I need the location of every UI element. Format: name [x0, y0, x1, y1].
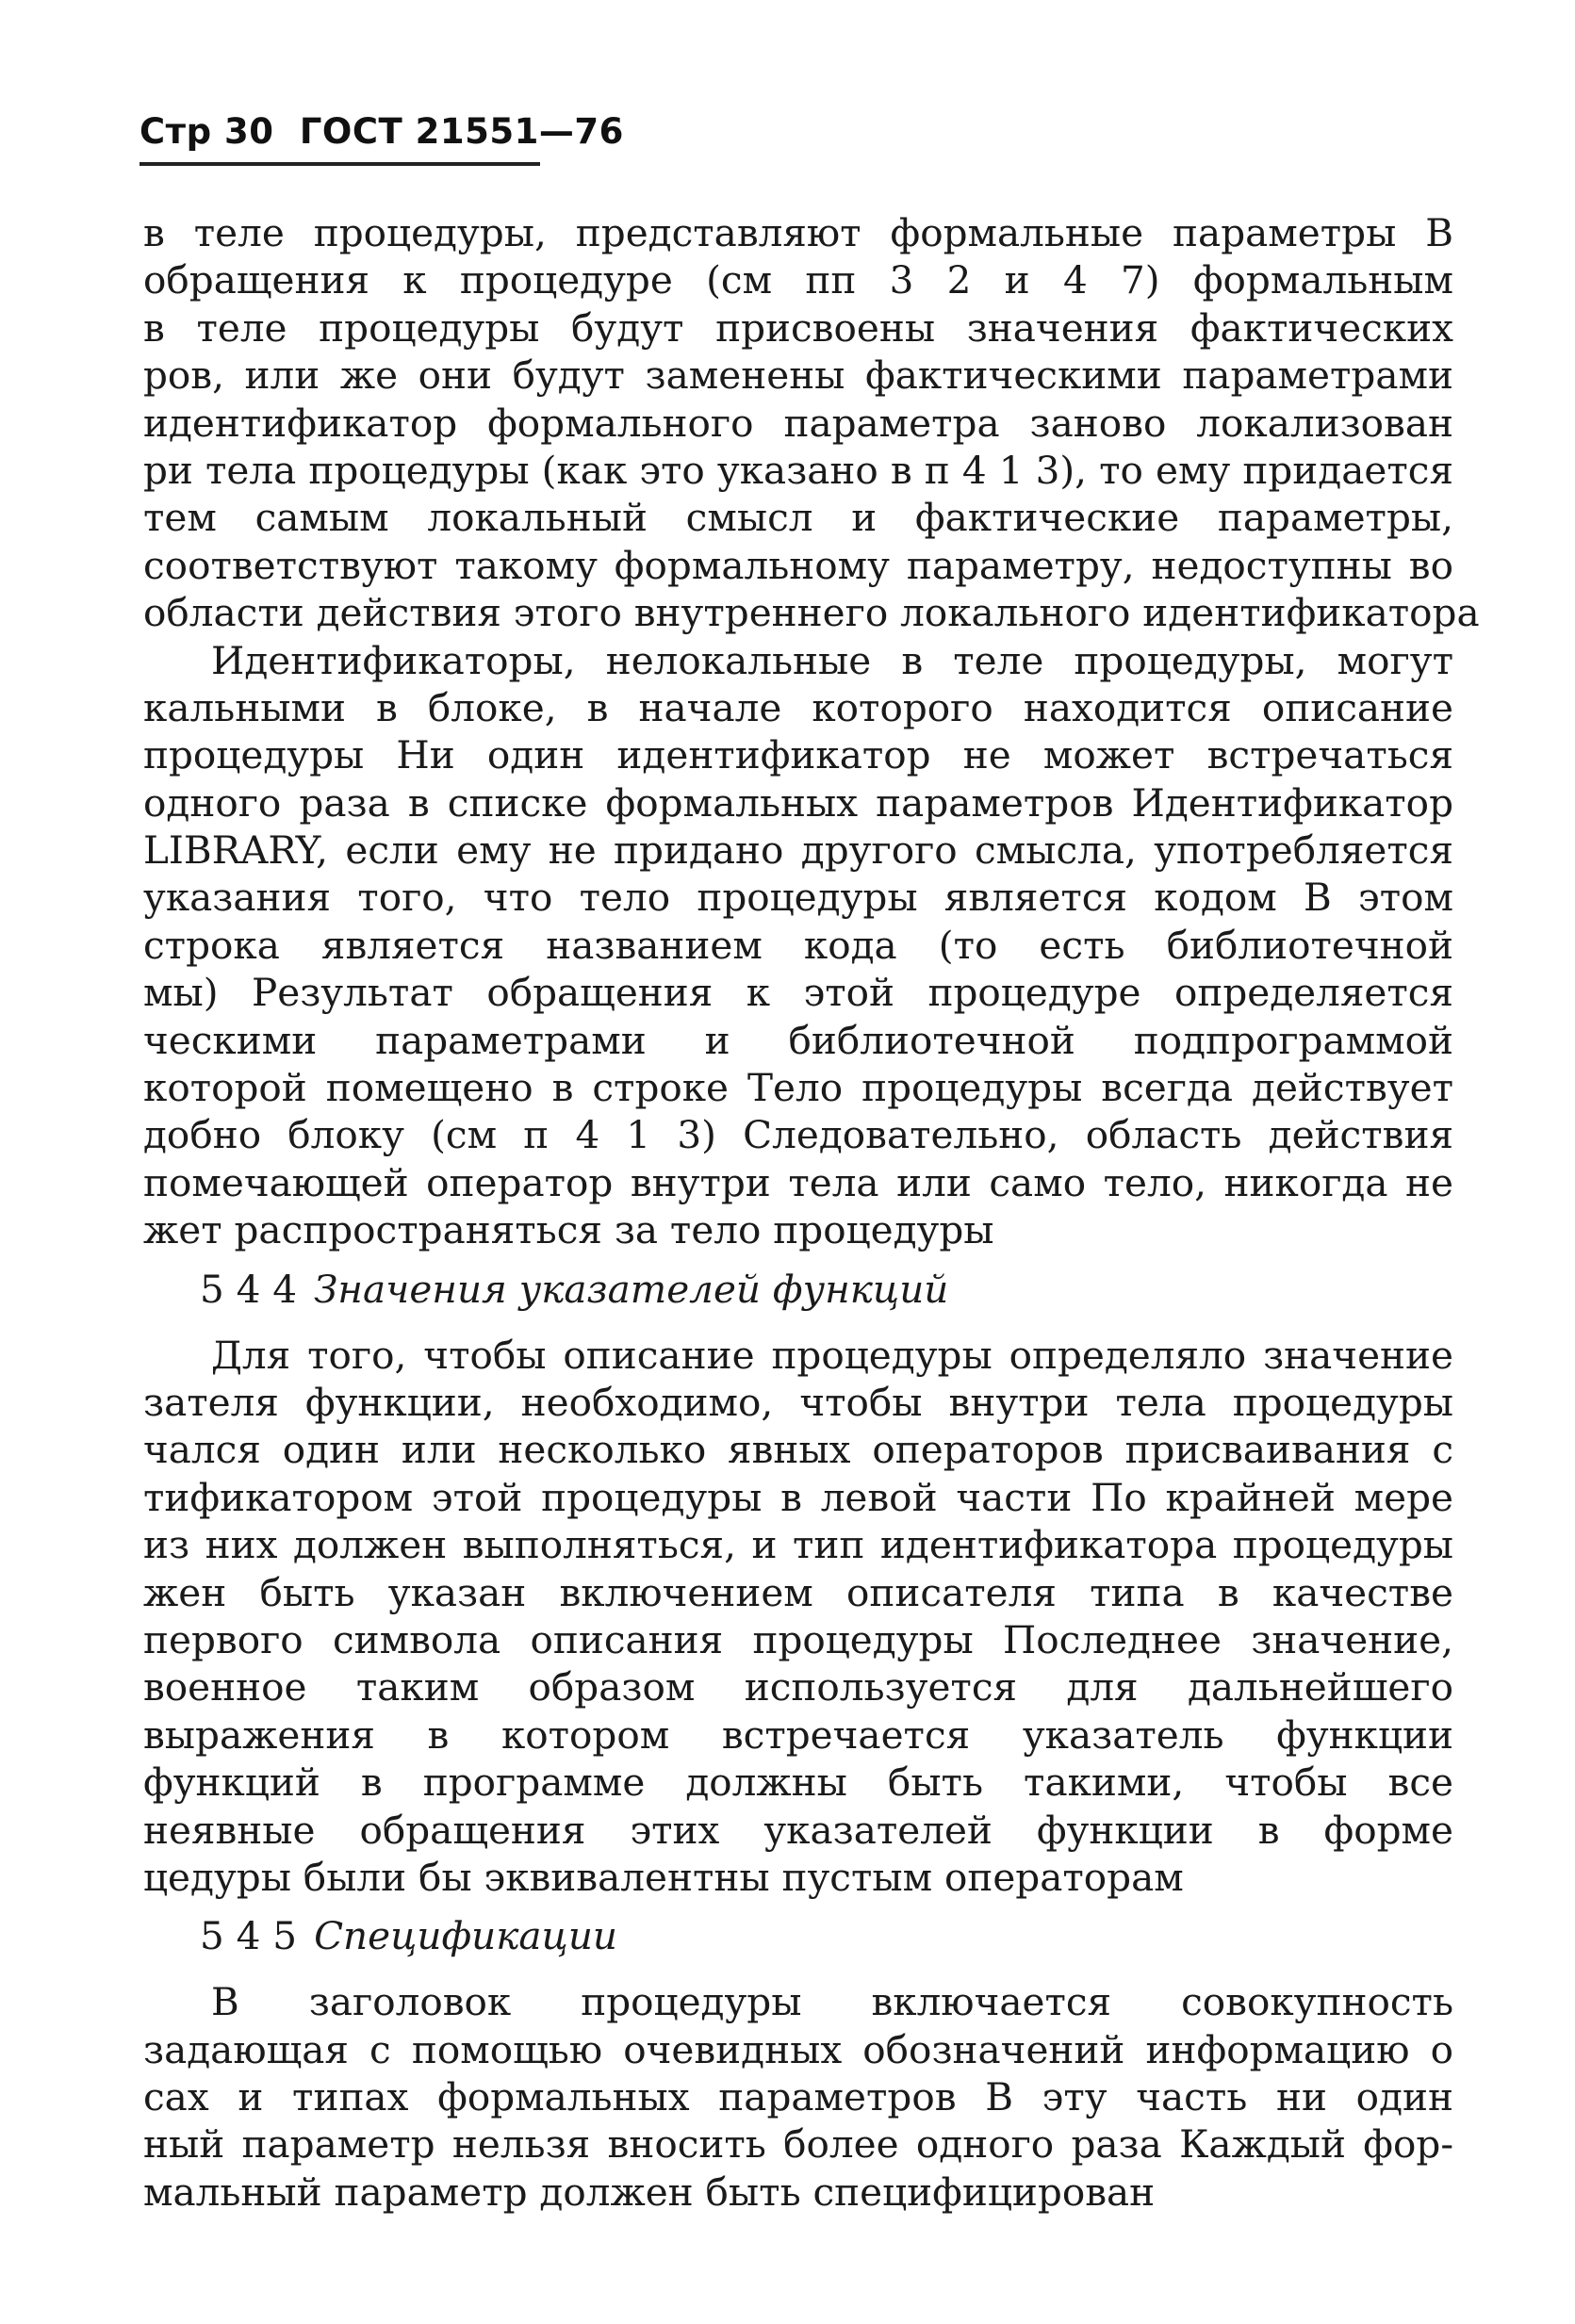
text-line: мальный параметр должен быть специфицирован [143, 2169, 1156, 2215]
text-line: Идентификаторы, нелокальные в теле процедуры, могут [211, 637, 1453, 683]
text-line: ров, или же они будут заменены фактическими параметрами [143, 352, 1453, 399]
text-line: идентификатор формального параметра заново локализован [143, 400, 1453, 446]
text-line: функций в программе должны быть такими, чтобы все [143, 1759, 1453, 1806]
text-line: указания того, что тело процедуры является кодом В этом [143, 875, 1453, 921]
text-line: строка является названием кода (то есть библиотечной [143, 922, 1453, 968]
standard-code: ГОСТ 21551—76 [299, 111, 624, 152]
text-line: области действия этого внутреннего локального идентификатора [143, 590, 1480, 636]
text-line: процедуры Ни один идентификатор не может встречаться [143, 732, 1453, 778]
text-line: ри тела процедуры (как это указано в п 4 1 3), то ему придается [143, 447, 1453, 493]
text-line: неявные обращения этих указателей функции в форме [143, 1807, 1453, 1853]
text-line: кальными в блоке, в начале которого находится описание [143, 684, 1453, 730]
body-text [143, 209, 1480, 2216]
text-line: из них должен выполняться, и тип идентификатора процедуры [143, 1522, 1453, 1568]
text-line: соответствуют такому формальному параметру, недоступны во [143, 542, 1453, 588]
header-rule [139, 162, 540, 166]
text-line: в теле процедуры будут присвоены значения фактических [143, 304, 1453, 351]
text-line: цедуры были бы эквивалентны пустым операторам [143, 1854, 1184, 1900]
text-line: тем самым локальный смысл и фактические параметры, [143, 495, 1453, 541]
text-line: тификатором этой процедуры в левой части По крайней мере [143, 1474, 1453, 1520]
text-line: задающая с помощью очевидных обозначений информацию о [143, 2026, 1453, 2072]
text-line: которой помещено в строке Тело процедуры всегда действует [143, 1065, 1453, 1111]
text-line: жет распространяться за тело процедуры [143, 1207, 994, 1253]
text-line: ный параметр нельзя вносить более одного раза Каждый фор- [143, 2121, 1453, 2168]
text-line: добно блоку (см п 4 1 3) Следовательно, область действия [143, 1112, 1453, 1158]
text-line: LIBRARY, если ему не придано другого смысла, употребляется [143, 827, 1453, 874]
text-line: сах и типах формальных параметров В эту часть ни один [143, 2074, 1453, 2120]
text-line: чался один или несколько явных операторов присваивания с [143, 1427, 1453, 1473]
text-line: помечающей оператор внутри тела или само тело, никогда не [143, 1159, 1453, 1205]
section-heading-544 [143, 1256, 1453, 1322]
text-line: обращения к процедуре (см пп 3 2 и 4 7) формальным [143, 257, 1453, 303]
text-line: Для того, чтобы описание процедуры определяло значение [211, 1332, 1453, 1378]
section-number: 5 4 4 [200, 1266, 298, 1312]
page-header [139, 111, 624, 152]
spacer [143, 1969, 1453, 1978]
text-line: выражения в котором встречается указатель функции [143, 1711, 1453, 1758]
section-title: Спецификации [314, 1913, 617, 1959]
text-line: первого символа описания процедуры Последнее значение, [143, 1616, 1453, 1662]
text-line: в теле процедуры, представляют формальные параметры В [143, 210, 1453, 255]
spacer [143, 1322, 1453, 1332]
text-line: жен быть указан включением описателя типа в качестве [143, 1569, 1453, 1615]
text-line: ческими параметрами и библиотечной подпрограммой [143, 1017, 1453, 1063]
text-line: одного раза в списке формальных параметров Идентификатор [143, 779, 1453, 826]
section-title: Значения указателей функций [314, 1266, 949, 1312]
text-line: зателя функции, необходимо, чтобы внутри тела процедуры [143, 1379, 1453, 1425]
text-line: мы) Результат обращения к этой процедуре определяется [143, 970, 1453, 1016]
page-number: Стр 30 [139, 111, 274, 152]
text-line: военное таким образом используется для дальнейшего [143, 1664, 1453, 1710]
section-number: 5 4 5 [200, 1913, 298, 1959]
text-line: В заголовок процедуры включается совокупность [211, 1979, 1453, 2025]
section-heading-545 [143, 1903, 1453, 1969]
